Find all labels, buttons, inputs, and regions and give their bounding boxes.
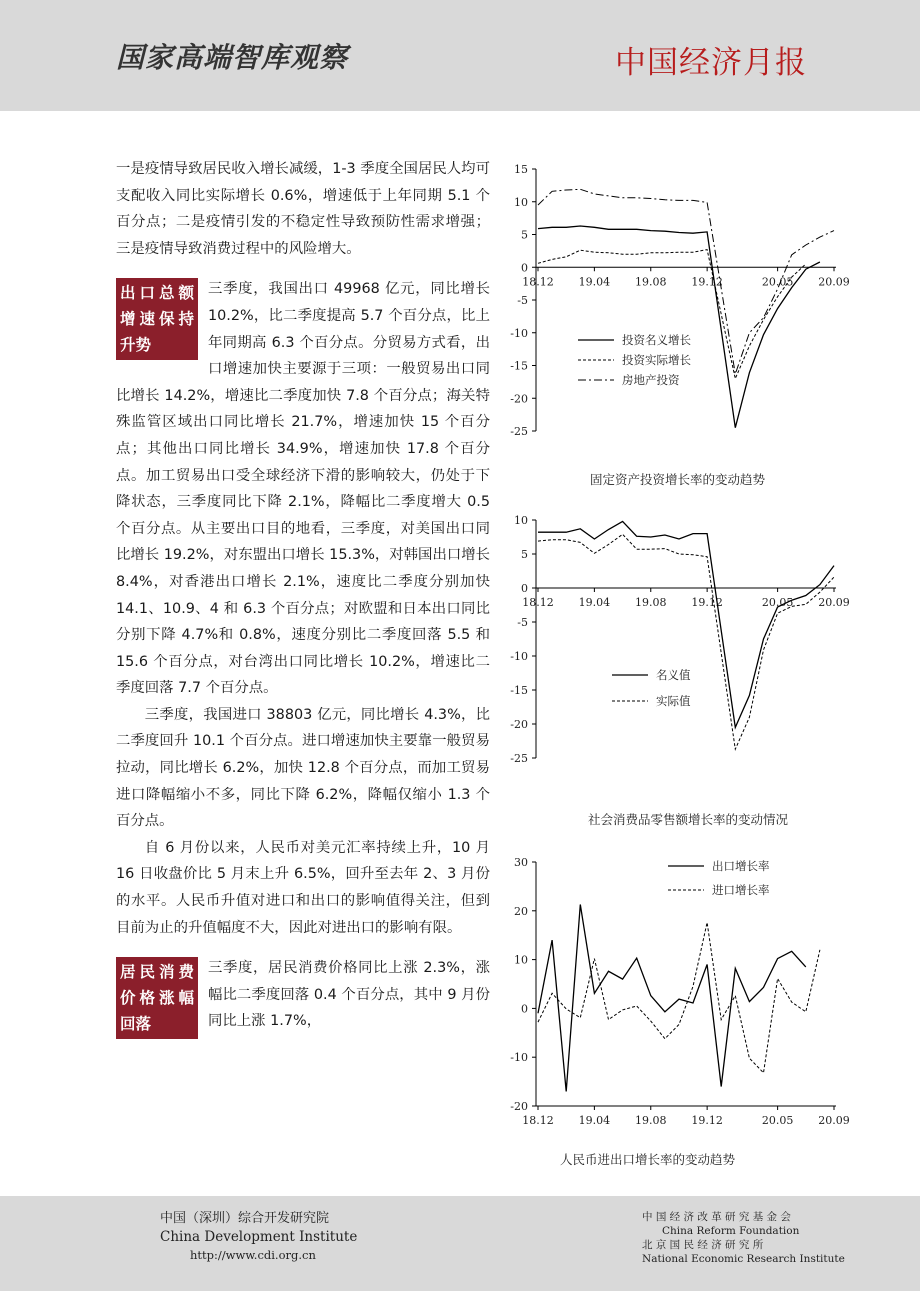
chart-1-caption: 固定资产投资增长率的变动趋势	[590, 472, 766, 487]
x-tick-label: 19.04	[578, 1114, 611, 1127]
legend-label: 名义值	[656, 668, 691, 682]
section-heading-cpi: 居民消费价格涨幅回落	[116, 957, 198, 1039]
series-line-2	[538, 923, 820, 1073]
x-tick-label: 19.08	[635, 1114, 667, 1127]
y-tick-label: 30	[514, 856, 528, 869]
series-line-2	[538, 534, 834, 749]
brand-logo-text: 国家高端智库观察	[116, 41, 349, 74]
footer-neri-cn: 北 京 国 民 经 济 研 究 所	[642, 1239, 764, 1251]
footer-cdi-cn: 中国（深圳）综合开发研究院	[160, 1211, 330, 1226]
y-tick-label: -15	[510, 359, 528, 373]
x-tick-label: 18.12	[522, 1114, 554, 1127]
paragraph-5: 三季度，居民消费价格同比上涨 2.3%，涨幅比二季度回落 0.4 个百分点，其中 9 月份同比上涨 1.7%，	[208, 960, 490, 1030]
y-tick-label: 5	[521, 228, 528, 242]
footer-crf-en: China Reform Foundation	[662, 1225, 800, 1237]
x-tick-label: 19.12	[691, 596, 723, 609]
paragraph-2: 三季度，我国出口 49968 亿元，同比增长 10.2%，比二季度提高 5.7 个百分点，比上年同期高 6.3 个百分点。分贸易方式看，出口增速加快主要源于三项：一般贸易出口同比增长 14.2%，增速比二季度加快 7.8 个百分点；海关特殊监管区域出口同比增长 21.7%，增速加快 15 个百分点；其他出口同比增长 34.9%，增速加快 17.8 个百分点。加工贸易出口受全球经济下滑的影响较大，仍处于下降状态，三季度同比下降 2.1%，降幅比二季度增大 0.5 个百分点。从主要出口目的地看，三季度，对美国出口同比增长 19.2%，对东盟出口增长 15.3%，对韩国出口增长 8.4%，对香港出口增长 2.1%，速度比二季度分别加快 14.1、10.9、4 和 6.3 个百分点；对欧盟和日本出口同比分别下降 4.7%和 0.8%，速度分别比二季度回落 5.5 和 15.6 个百分点，对台湾出口同比增长 10.2%，增速比二季度回落 7.7 个百分点。	[116, 281, 491, 697]
paragraph-4: 自 6 月份以来，人民币对美元汇率持续上升，10 月 16 日收盘价比 5 月末上升 6.5%，回升至去年 2、3 月份的水平。人民币升值对进口和出口的影响值得关注，但到目前为止的升值幅度不大，因此对进出口的影响有限。	[116, 839, 490, 936]
y-tick-label: 10	[514, 953, 528, 967]
section-heading-export: 出口总额增速保持升势	[116, 278, 198, 360]
x-tick-label: 19.04	[578, 596, 611, 609]
x-tick-label: 20.09	[818, 275, 850, 289]
y-tick-label: 0	[521, 261, 528, 275]
y-tick-label: -25	[510, 425, 528, 438]
legend-label: 实际值	[656, 694, 691, 708]
x-tick-label: 20.09	[818, 1114, 850, 1127]
legend-label: 房地产投资	[622, 373, 680, 387]
y-tick-label: -5	[517, 616, 528, 629]
x-tick-label: 19.08	[635, 596, 667, 609]
y-tick-label: 10	[514, 195, 528, 209]
chart-3-caption: 人民币进出口增长率的变动趋势	[560, 1152, 736, 1167]
legend-label: 进口增长率	[712, 883, 770, 897]
footer-left-block	[160, 1210, 357, 1264]
chart-fixed-asset-investment	[500, 155, 850, 445]
x-tick-label: 19.08	[635, 275, 667, 289]
y-tick-label: -5	[517, 294, 528, 307]
series-line-1	[538, 226, 820, 428]
y-tick-label: 20	[514, 904, 528, 918]
footer-cdi-en: China Development Institute	[160, 1229, 358, 1245]
report-title: 中国经济月报	[615, 45, 807, 81]
page-header	[0, 0, 920, 111]
footer-right-block	[642, 1210, 845, 1266]
chart-retail-sales	[500, 508, 850, 770]
x-tick-label: 20.09	[818, 596, 850, 609]
legend-label: 投资实际增长	[622, 353, 691, 367]
article-column	[116, 156, 490, 1041]
x-tick-label: 19.12	[691, 1114, 723, 1127]
chart-2-caption: 社会消费品零售额增长率的变动情况	[588, 812, 789, 827]
y-tick-label: -20	[510, 718, 528, 731]
footer-crf-cn: 中 国 经 济 改 革 研 究 基 金 会	[642, 1211, 791, 1223]
footer-neri-en: National Economic Research Institute	[642, 1253, 845, 1265]
y-tick-label: -20	[510, 1100, 528, 1113]
footer-cdi-url: http://www.cdi.org.cn	[190, 1248, 316, 1262]
x-tick-label: 20.05	[761, 275, 794, 289]
y-tick-label: 5	[521, 548, 528, 561]
y-tick-label: 0	[521, 582, 528, 595]
x-tick-label: 18.12	[522, 596, 554, 609]
y-tick-label: -25	[510, 752, 528, 765]
paragraph-3: 三季度，我国进口 38803 亿元，同比增长 4.3%，比二季度回升 10.1 个百分点。进口增速加快主要靠一般贸易拉动，同比增长 6.2%，加快 12.8 个百分点，而加工贸易进口降幅缩小不多，同比下降 6.2%，降幅仅缩小 1.3 个百分点。	[116, 706, 490, 830]
y-tick-label: -10	[510, 326, 528, 340]
x-tick-label: 20.05	[761, 1114, 794, 1127]
x-tick-label: 19.04	[578, 275, 611, 289]
y-tick-label: 10	[514, 514, 528, 527]
series-line-1	[538, 905, 806, 1092]
legend-label: 投资名义增长	[622, 333, 691, 347]
x-tick-label: 19.12	[691, 275, 723, 289]
y-tick-label: 15	[514, 163, 528, 176]
y-tick-label: -10	[510, 650, 528, 663]
legend-label: 出口增长率	[712, 859, 770, 873]
x-tick-label: 18.12	[522, 275, 554, 289]
x-tick-label: 20.05	[761, 596, 794, 609]
y-tick-label: -15	[510, 684, 528, 697]
page-footer	[0, 1196, 920, 1291]
chart-import-export	[500, 850, 850, 1140]
y-tick-label: -20	[510, 392, 528, 406]
y-tick-label: -10	[510, 1051, 528, 1065]
paragraph-1: 一是疫情导致居民收入增长减缓，1-3 季度全国居民人均可支配收入同比实际增长 0.6%，增速低于上年同期 5.1 个百分点；二是疫情引发的不稳定性导致预防性需求增强；三是疫情导致消费过程中的风险增大。	[116, 161, 490, 257]
y-tick-label: 0	[521, 1002, 528, 1016]
